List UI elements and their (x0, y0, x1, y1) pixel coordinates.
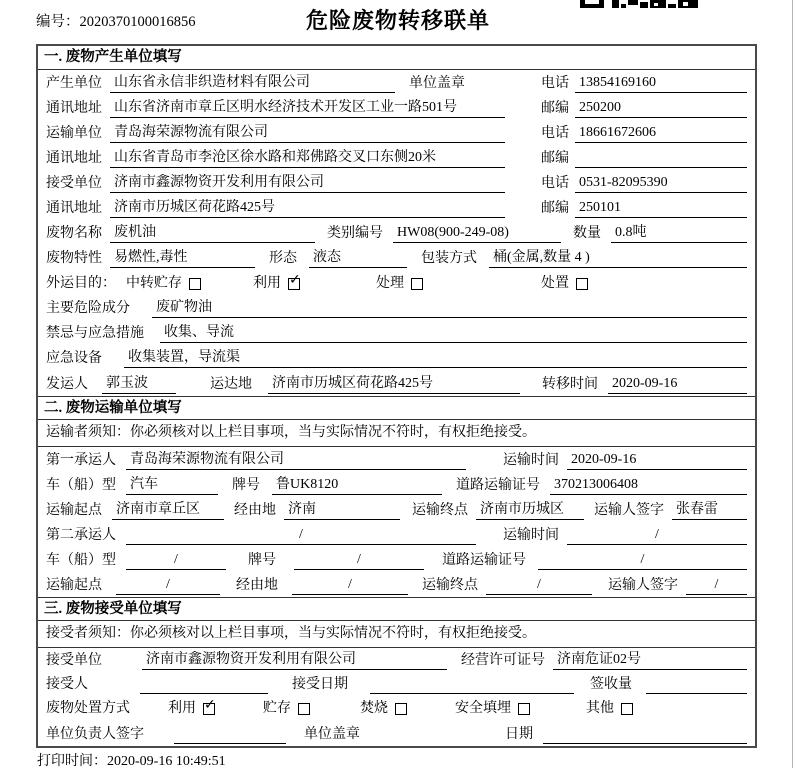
section1-header: 一. 废物产生单位填写 (38, 46, 755, 70)
permit1-label: 道路运输证号 (456, 478, 540, 493)
vehicle2-label: 车（船）型 (46, 553, 116, 568)
transporter-address-row (38, 145, 755, 170)
route1-end-value: 济南市历城区 (476, 501, 584, 520)
accept-date-value (370, 675, 574, 694)
purpose-dispose-label: 处置 (541, 276, 569, 291)
transfer-time-label: 转移时间 (542, 377, 598, 392)
waste-name-value: 废机油 (110, 224, 315, 243)
disposal-landfill-label: 安全填埋 (455, 701, 511, 716)
acceptor-row (38, 672, 755, 696)
transporter-row (38, 120, 755, 145)
disposal-row (38, 696, 755, 720)
producer-phone-value: 13854169160 (575, 74, 747, 93)
shipper-row (38, 370, 755, 396)
route1-start-label: 运输起点 (46, 503, 102, 518)
waste-pack-label: 包装方式 (421, 251, 477, 266)
carrier2-value: / (126, 526, 476, 545)
receiver-address-value: 济南市历城区荷花路425号 (110, 199, 505, 218)
receiver-address-row (38, 195, 755, 220)
waste-qty-value: 0.8吨 (611, 224, 747, 243)
transporter-notice: 运输者须知：你必须核对以上栏目事项，当与实际情况不符时，有权拒绝接受。 (38, 420, 755, 447)
waste-traits-label: 废物特性 (46, 251, 102, 266)
receiver-address-label: 通讯地址 (46, 201, 102, 216)
disposal-label: 废物处置方式 (46, 701, 130, 716)
waste-code-value: HW08(900-249-08) (393, 224, 561, 243)
disposal-other-label: 其他 (586, 701, 614, 716)
disposal-option-other (586, 699, 633, 718)
shipper-dest-label: 运达地 (210, 377, 252, 392)
purpose-option-treat (376, 274, 423, 293)
accept-date-label: 接受日期 (292, 677, 348, 692)
hazard-row (38, 295, 755, 320)
carrier1-value: 青岛海荣源物流有限公司 (126, 451, 466, 470)
transporter-zip-value (575, 149, 747, 168)
checkbox-disposal-use: ✓ (204, 697, 216, 713)
route2-start-label: 运输起点 (46, 578, 102, 593)
disposal-incinerate-label: 焚烧 (360, 701, 388, 716)
plate1-value: 鲁UK8120 (272, 476, 442, 495)
responsible-sign-value (174, 725, 286, 744)
serial-label: 编号： (36, 14, 80, 30)
producer-phone-label: 电话 (541, 76, 569, 91)
print-time (37, 750, 226, 768)
vehicle1-row (38, 472, 755, 497)
checkbox-disposal-incinerate (395, 703, 407, 715)
route1-start-value: 济南市章丘区 (112, 501, 224, 520)
plate1-label: 牌号 (232, 478, 260, 493)
transporter-phone-value: 18661672606 (575, 124, 747, 143)
print-time-value: 2020-09-16 10:49:51 (107, 754, 226, 768)
checkbox-treat (411, 278, 423, 290)
vehicle2-value: / (126, 551, 226, 570)
permit2-label: 道路运输证号 (442, 553, 526, 568)
transporter-phone-label: 电话 (541, 126, 569, 141)
permit2-value: / (538, 551, 747, 570)
plate2-value: / (294, 551, 424, 570)
unit-seal-label: 单位盖章 (304, 727, 360, 742)
route2-end-value: / (486, 576, 592, 595)
accept-unit-value: 济南市鑫源物资开发利用有限公司 (142, 651, 447, 670)
print-time-label: 打印时间： (37, 754, 107, 768)
section3-header: 三. 废物接受单位填写 (38, 597, 755, 621)
license-label: 经营许可证号 (461, 653, 545, 668)
producer-address-value: 山东省济南市章丘区明水经济技术开发区工业一路501号 (110, 99, 505, 118)
vehicle1-value: 汽车 (126, 476, 218, 495)
checkbox-dispose (576, 278, 588, 290)
receiver-zip-label: 邮编 (541, 201, 569, 216)
transporter-address-label: 通讯地址 (46, 151, 102, 166)
route2-row (38, 572, 755, 597)
checkbox-disposal-other (621, 703, 633, 715)
receipt-qty-value (646, 675, 747, 694)
hazard-label: 主要危险成分 (46, 301, 130, 316)
checkbox-disposal-store (298, 703, 310, 715)
route1-sign-value: 张春雷 (672, 501, 747, 520)
page-title: 危险废物转移联单 (305, 8, 490, 33)
route2-via-value: / (292, 576, 408, 595)
purpose-row (38, 270, 755, 295)
producer-zip-label: 邮编 (541, 101, 569, 116)
equipment-label: 应急设备 (46, 351, 102, 366)
hazard-value: 废矿物油 (152, 299, 747, 318)
equipment-value: 收集装置，导流渠 (124, 349, 747, 368)
purpose-storage-label: 中转贮存 (126, 276, 182, 291)
acceptor-value (140, 675, 268, 694)
waste-traits-row (38, 245, 755, 270)
purpose-use-label: 利用 (253, 276, 281, 291)
waste-qty-label: 数量 (573, 226, 601, 241)
vehicle2-row (38, 547, 755, 572)
equipment-row (38, 345, 755, 370)
receiver-zip-value: 250101 (575, 199, 747, 218)
taboo-row (38, 320, 755, 345)
purpose-option-storage (126, 274, 201, 293)
carrier2-time-value: / (567, 526, 747, 545)
accept-unit-row (38, 648, 755, 672)
section2-header: 二. 废物运输单位填写 (38, 396, 755, 420)
taboo-value: 收集、导流 (160, 324, 747, 343)
purpose-option-use (253, 274, 300, 293)
carrier1-time-value: 2020-09-16 (567, 451, 747, 470)
receiver-value: 济南市鑫源物资开发利用有限公司 (110, 174, 505, 193)
route1-via-label: 经由地 (234, 503, 276, 518)
route1-sign-label: 运输人签字 (594, 503, 664, 518)
transporter-zip-label: 邮编 (541, 151, 569, 166)
plate2-label: 牌号 (248, 553, 276, 568)
disposal-option-incinerate (360, 699, 407, 718)
carrier1-row (38, 447, 755, 472)
carrier1-label: 第一承运人 (46, 453, 116, 468)
waste-name-label: 废物名称 (46, 226, 102, 241)
license-value: 济南危证02号 (553, 651, 747, 670)
purpose-option-dispose (541, 274, 588, 293)
producer-value: 山东省永信非织造材料有限公司 (110, 74, 395, 93)
carrier2-row (38, 522, 755, 547)
receiver-phone-value: 0531-82095390 (575, 174, 747, 193)
accept-unit-label: 接受单位 (46, 653, 102, 668)
transporter-address-value: 山东省青岛市李沧区徐水路和郑佛路交叉口东侧20米 (110, 149, 505, 168)
route2-start-value: / (116, 576, 220, 595)
page-edge-divider (792, 0, 793, 768)
acceptor-label: 接受人 (46, 677, 88, 692)
serial-value: 2020370100016856 (79, 14, 196, 30)
checkbox-transfer-storage (189, 278, 201, 290)
receiver-label: 接受单位 (46, 176, 102, 191)
vehicle1-label: 车（船）型 (46, 478, 116, 493)
receipt-qty-label: 签收量 (590, 677, 632, 692)
sign-date-value (543, 725, 747, 744)
purpose-treat-label: 处理 (376, 276, 404, 291)
route1-end-label: 运输终点 (412, 503, 468, 518)
waste-pack-value: 桶(金属,数量 4 ) (489, 249, 747, 268)
route2-sign-value: / (686, 576, 747, 595)
shipper-value: 郭玉波 (102, 375, 176, 394)
producer-address-label: 通讯地址 (46, 101, 102, 116)
route1-row (38, 497, 755, 522)
route2-sign-label: 运输人签字 (608, 578, 678, 593)
transfer-time-value: 2020-09-16 (608, 375, 747, 394)
sign-row (38, 720, 755, 746)
producer-row (38, 70, 755, 95)
producer-label: 产生单位 (46, 76, 102, 91)
carrier1-time-label: 运输时间 (503, 453, 559, 468)
producer-zip-value: 250200 (575, 99, 747, 118)
route2-end-label: 运输终点 (422, 578, 478, 593)
producer-address-row (38, 95, 755, 120)
qr-code-icon (580, 0, 702, 9)
receiver-row (38, 170, 755, 195)
document-header (0, 0, 796, 44)
responsible-sign-label: 单位负责人签字 (46, 727, 144, 742)
receiver-phone-label: 电话 (541, 176, 569, 191)
purpose-label: 外运目的： (46, 276, 116, 291)
disposal-use-label: 利用 (168, 701, 196, 716)
taboo-label: 禁忌与应急措施 (46, 326, 144, 341)
transporter-value: 青岛海荣源物流有限公司 (110, 124, 505, 143)
carrier2-label: 第二承运人 (46, 528, 116, 543)
permit1-value: 370213006408 (550, 476, 747, 495)
waste-code-label: 类别编号 (327, 226, 383, 241)
receiver-notice: 接受者须知：你必须核对以上栏目事项，当与实际情况不符时，有权拒绝接受。 (38, 621, 755, 648)
carrier2-time-label: 运输时间 (503, 528, 559, 543)
checkbox-use: ✓ (289, 272, 301, 288)
shipper-label: 发运人 (46, 377, 88, 392)
shipper-dest-value: 济南市历城区荷花路425号 (268, 375, 520, 394)
transporter-label: 运输单位 (46, 126, 102, 141)
disposal-store-label: 贮存 (263, 701, 291, 716)
disposal-option-store (263, 699, 310, 718)
transfer-form (36, 44, 757, 748)
checkbox-disposal-landfill (518, 703, 530, 715)
disposal-option-landfill (455, 699, 530, 718)
waste-form-label: 形态 (269, 251, 297, 266)
waste-form-value: 液态 (309, 249, 407, 268)
waste-traits-value: 易燃性,毒性 (110, 249, 255, 268)
waste-name-row (38, 220, 755, 245)
route1-via-value: 济南 (284, 501, 400, 520)
sign-date-label: 日期 (505, 727, 533, 742)
route2-via-label: 经由地 (236, 578, 278, 593)
disposal-option-use (168, 699, 215, 718)
seal-label: 单位盖章 (409, 76, 465, 91)
